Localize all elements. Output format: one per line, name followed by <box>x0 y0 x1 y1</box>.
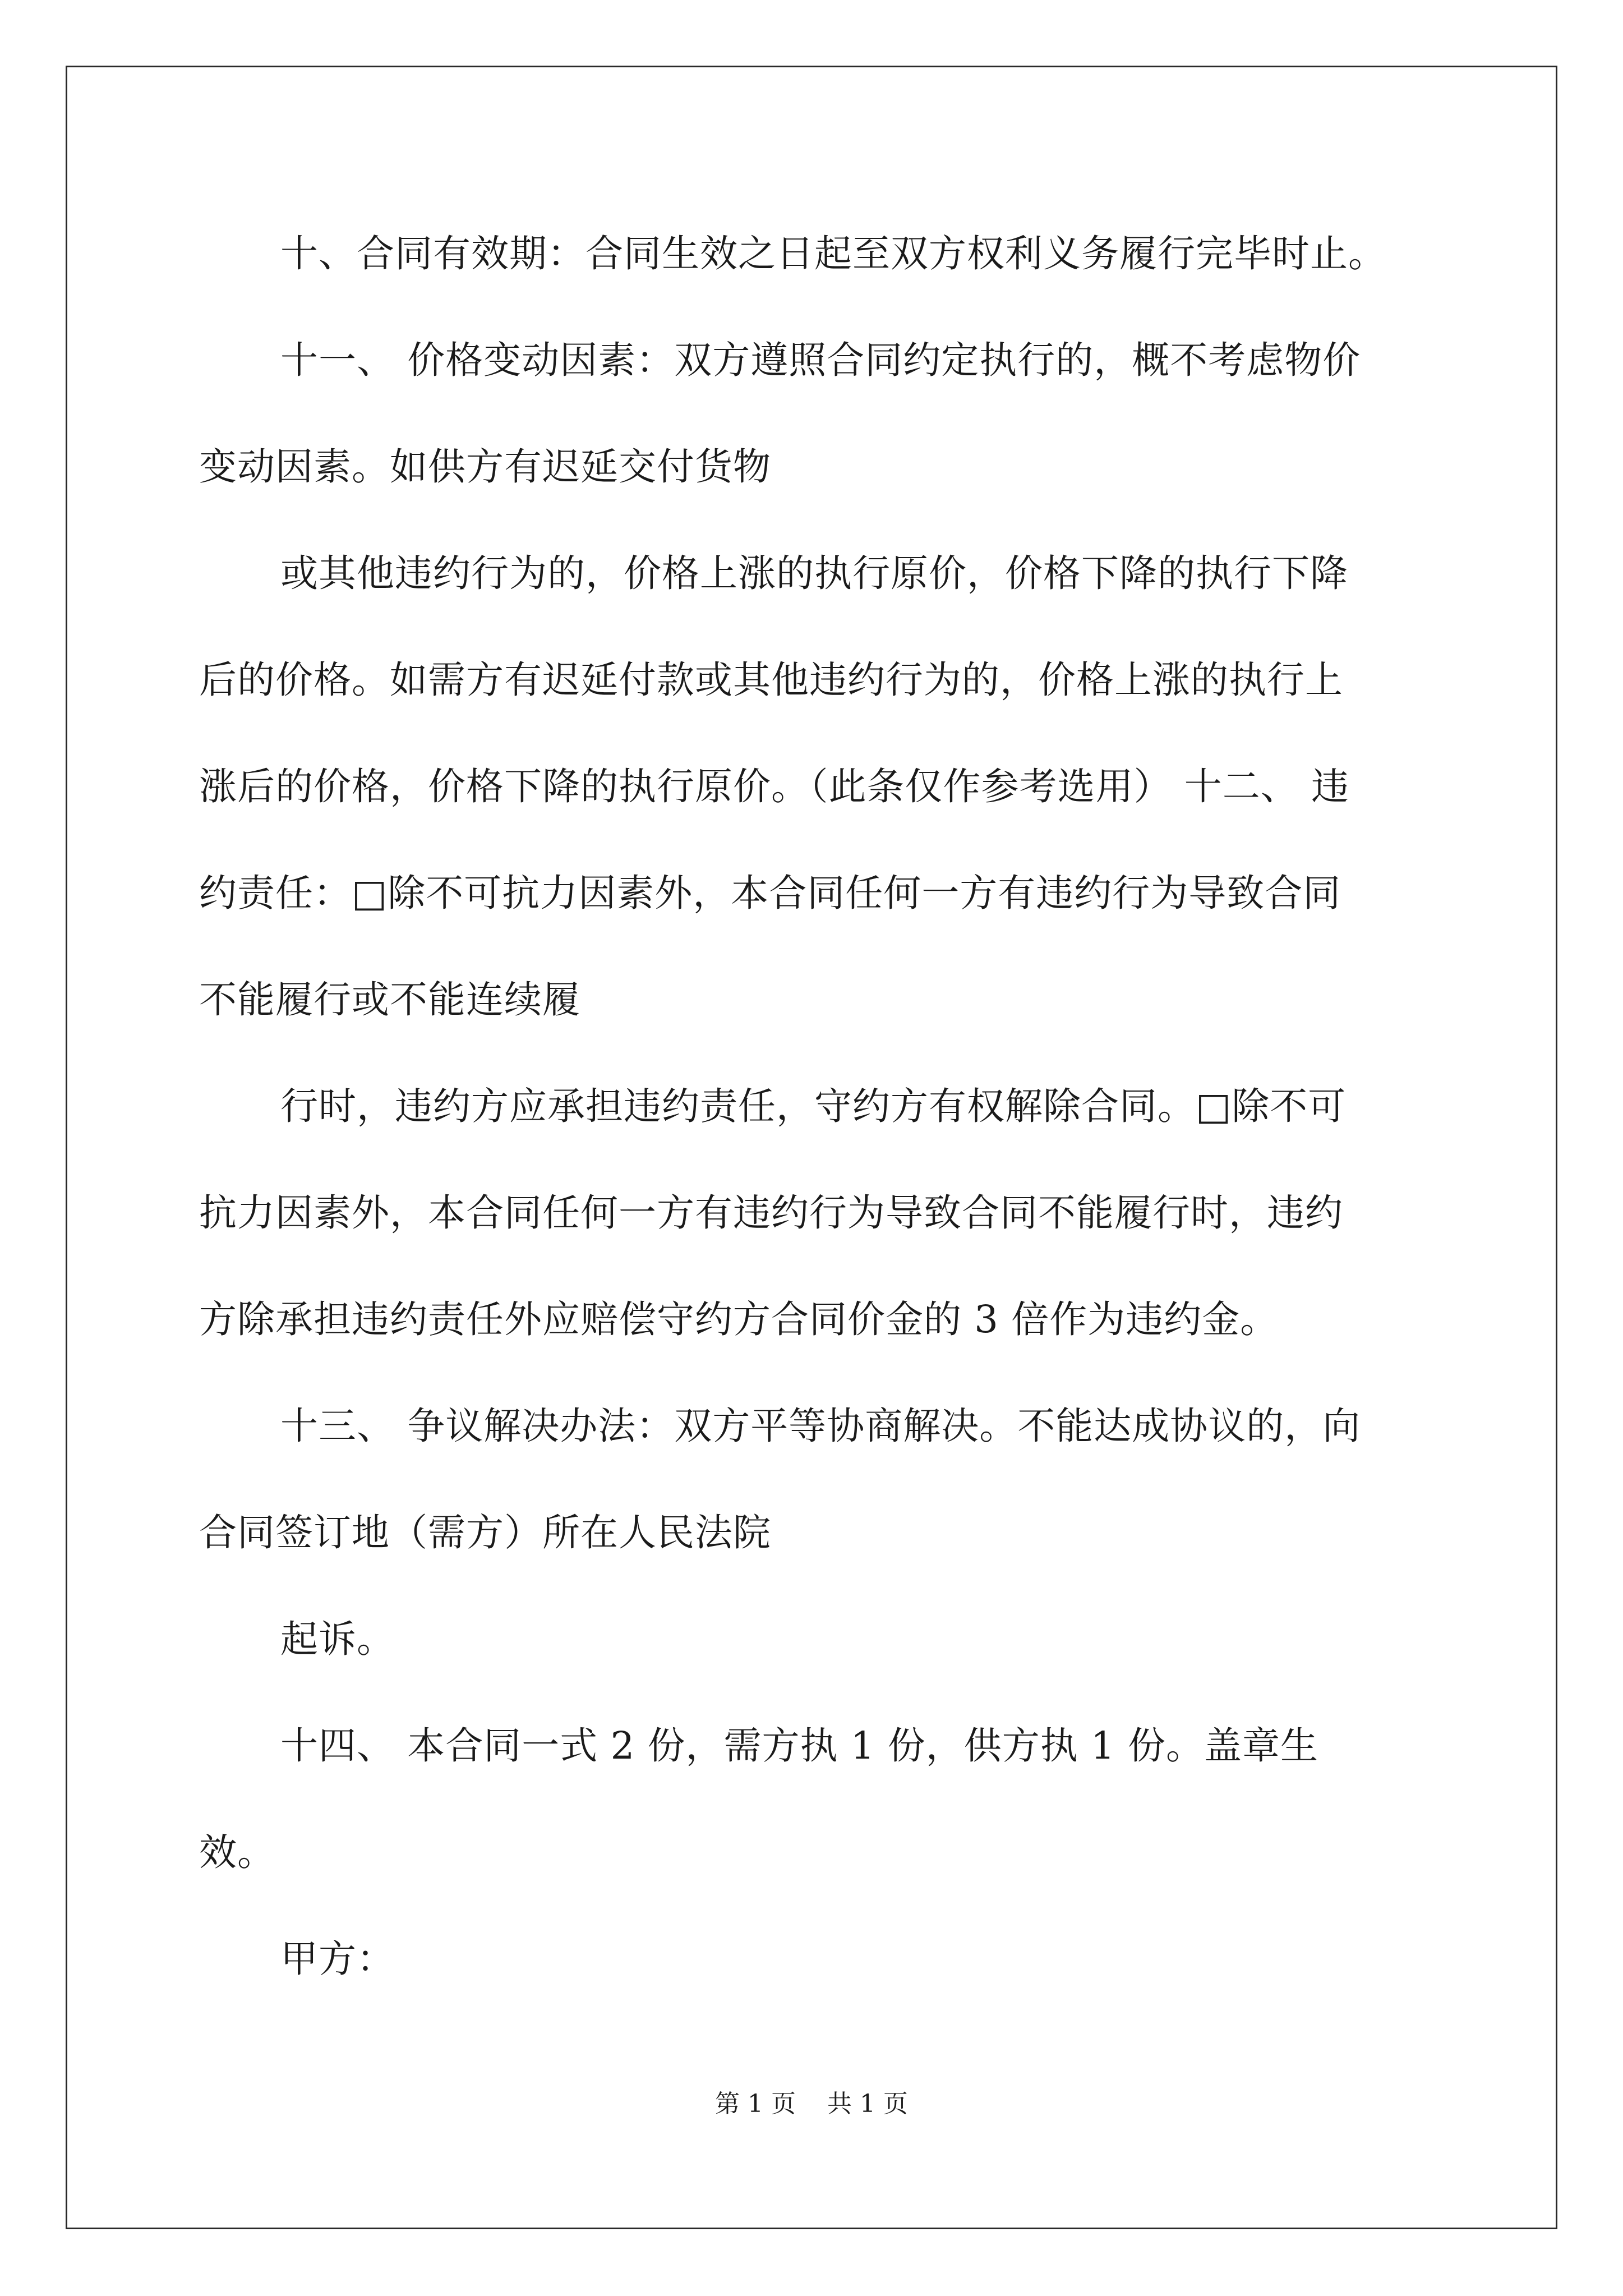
clause-12-line-4: 抗力因素外，本合同任何一方有违约行为导致合同不能履行时，违约 <box>199 1191 1343 1235</box>
clause-13-line-2: 合同签订地（需方）所在人民法院 <box>199 1511 771 1554</box>
clause-13-line-3: 起诉。 <box>280 1617 395 1661</box>
clause-11-line-2: 变动因素。如供方有迟延交付货物 <box>199 445 771 489</box>
clause-13-line-1: 十三、 争议解决办法：双方平等协商解决。不能达成协议的，向 <box>280 1404 1361 1448</box>
clause-12-line-5: 方除承担违约责任外应赔偿守约方合同价金的 3 倍作为违约金。 <box>199 1297 1279 1341</box>
clause-11-line-1: 十一、 价格变动因素：双方遵照合同约定执行的，概不考虑物价 <box>280 338 1361 382</box>
clause-12-line-2: 不能履行或不能连续履 <box>199 978 580 1022</box>
clause-11-line-4: 后的价格。如需方有迟延付款或其他违约行为的，价格上涨的执行上 <box>199 658 1343 702</box>
page-border <box>66 66 1557 2229</box>
page-number-footer: 第 1 页 共 1 页 <box>715 2090 908 2118</box>
clause-10-line-1: 十、合同有效期：合同生效之日起至双方权利义务履行完毕时止。 <box>280 232 1386 275</box>
clause-14-line-2: 效。 <box>199 1830 275 1874</box>
party-a-label: 甲方： <box>280 1937 395 1981</box>
clause-12-line-3: 行时，违约方应承担违约责任，守约方有权解除合同。□除不可 <box>280 1084 1347 1128</box>
clause-12-line-1: 约责任：□除不可抗力因素外，本合同任何一方有违约行为导致合同 <box>199 871 1341 915</box>
clause-11-line-5: 涨后的价格，价格下降的执行原价。（此条仅作参考选用） 十二、 违 <box>199 765 1350 808</box>
clause-11-line-3: 或其他违约行为的，价格上涨的执行原价，价格下降的执行下降 <box>280 551 1348 595</box>
clause-14-line-1: 十四、 本合同一式 2 份，需方执 1 份，供方执 1 份。盖章生 <box>280 1724 1318 1768</box>
